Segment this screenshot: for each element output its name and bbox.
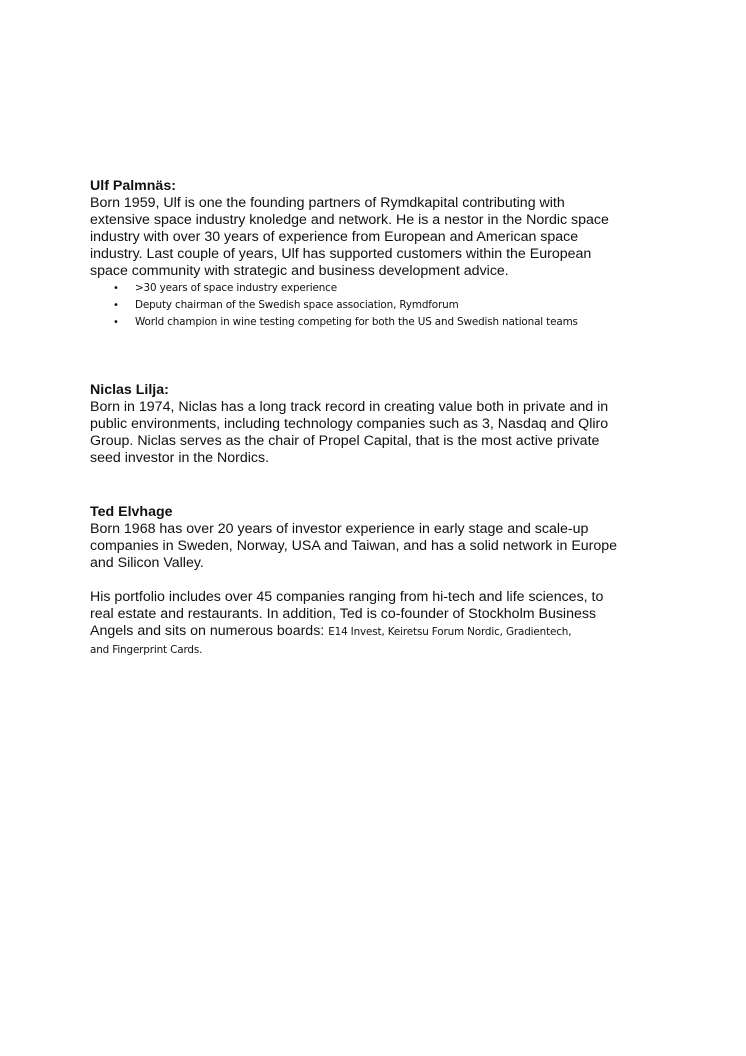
bio-name: Niclas Lilja:: [90, 382, 169, 398]
list-item: [90, 280, 670, 297]
bio-paragraph: [90, 399, 665, 467]
bullet-list: [90, 280, 670, 331]
text-line: industry with over 30 years of experience from European and American space: [90, 229, 579, 246]
bio-name: Ted Elvhage: [90, 504, 173, 520]
list-item-text: Deputy chairman of the Swedish space association, Rymdforum: [135, 299, 459, 312]
text-line: seed investor in the Nordics.: [90, 450, 270, 467]
bio-ulf-palmnas: [90, 178, 670, 331]
list-item-text: >30 years of space industry experience: [135, 282, 337, 295]
bio-niclas-lilja: [90, 382, 670, 467]
text-line: companies in Sweden, Norway, USA and Taiwan, and has a solid network in Europe: [90, 538, 618, 555]
bullet-icon: •: [113, 283, 119, 295]
text-line: Born 1968 has over 20 years of investor experience in early stage and scale-up: [90, 521, 589, 537]
text-line: Born 1959, Ulf is one the founding partners of Rymdkapital contributing with: [90, 195, 565, 211]
bullet-icon: •: [113, 300, 119, 312]
portfolio-paragraph: [90, 589, 665, 658]
text-line: real estate and restaurants. In addition, Ted is co-founder of Stockholm Business: [90, 606, 597, 623]
bio-ted-elvhage: [90, 504, 670, 659]
bio-name: Ulf Palmnäs:: [90, 178, 176, 194]
text-line: Born in 1974, Niclas has a long track record in creating value both in private and in: [90, 399, 609, 415]
text-line: His portfolio includes over 45 companies ranging from hi-tech and life sciences, to: [90, 589, 604, 606]
boards-end-text: and Fingerprint Cards.: [90, 643, 203, 656]
boards-list-text: E14 Invest, Keiretsu Forum Nordic, Gradientech,: [328, 626, 572, 639]
paragraph-spacer: [90, 572, 670, 589]
bullet-icon: •: [113, 317, 119, 329]
boards-intro-text: Angels and sits on numerous boards:: [90, 623, 329, 640]
bio-paragraph: [90, 195, 655, 280]
text-line: public environments, including technology companies such as 3, Nasdaq and Qliro: [90, 416, 609, 433]
text-line: Group. Niclas serves as the chair of Propel Capital, that is the most active private: [90, 433, 600, 450]
bio-paragraph: [90, 521, 665, 572]
text-line: and Silicon Valley.: [90, 555, 204, 572]
text-line: space community with strategic and business development advice.: [90, 263, 509, 280]
text-line: [90, 623, 665, 641]
list-item: [90, 297, 670, 314]
text-line: industry. Last couple of years, Ulf has supported customers within the European: [90, 246, 592, 263]
list-item: [90, 314, 670, 331]
list-item-text: World champion in wine testing competing for both the US and Swedish national teams: [135, 316, 578, 329]
text-line: extensive space industry knoledge and network. He is a nestor in the Nordic space: [90, 212, 609, 229]
